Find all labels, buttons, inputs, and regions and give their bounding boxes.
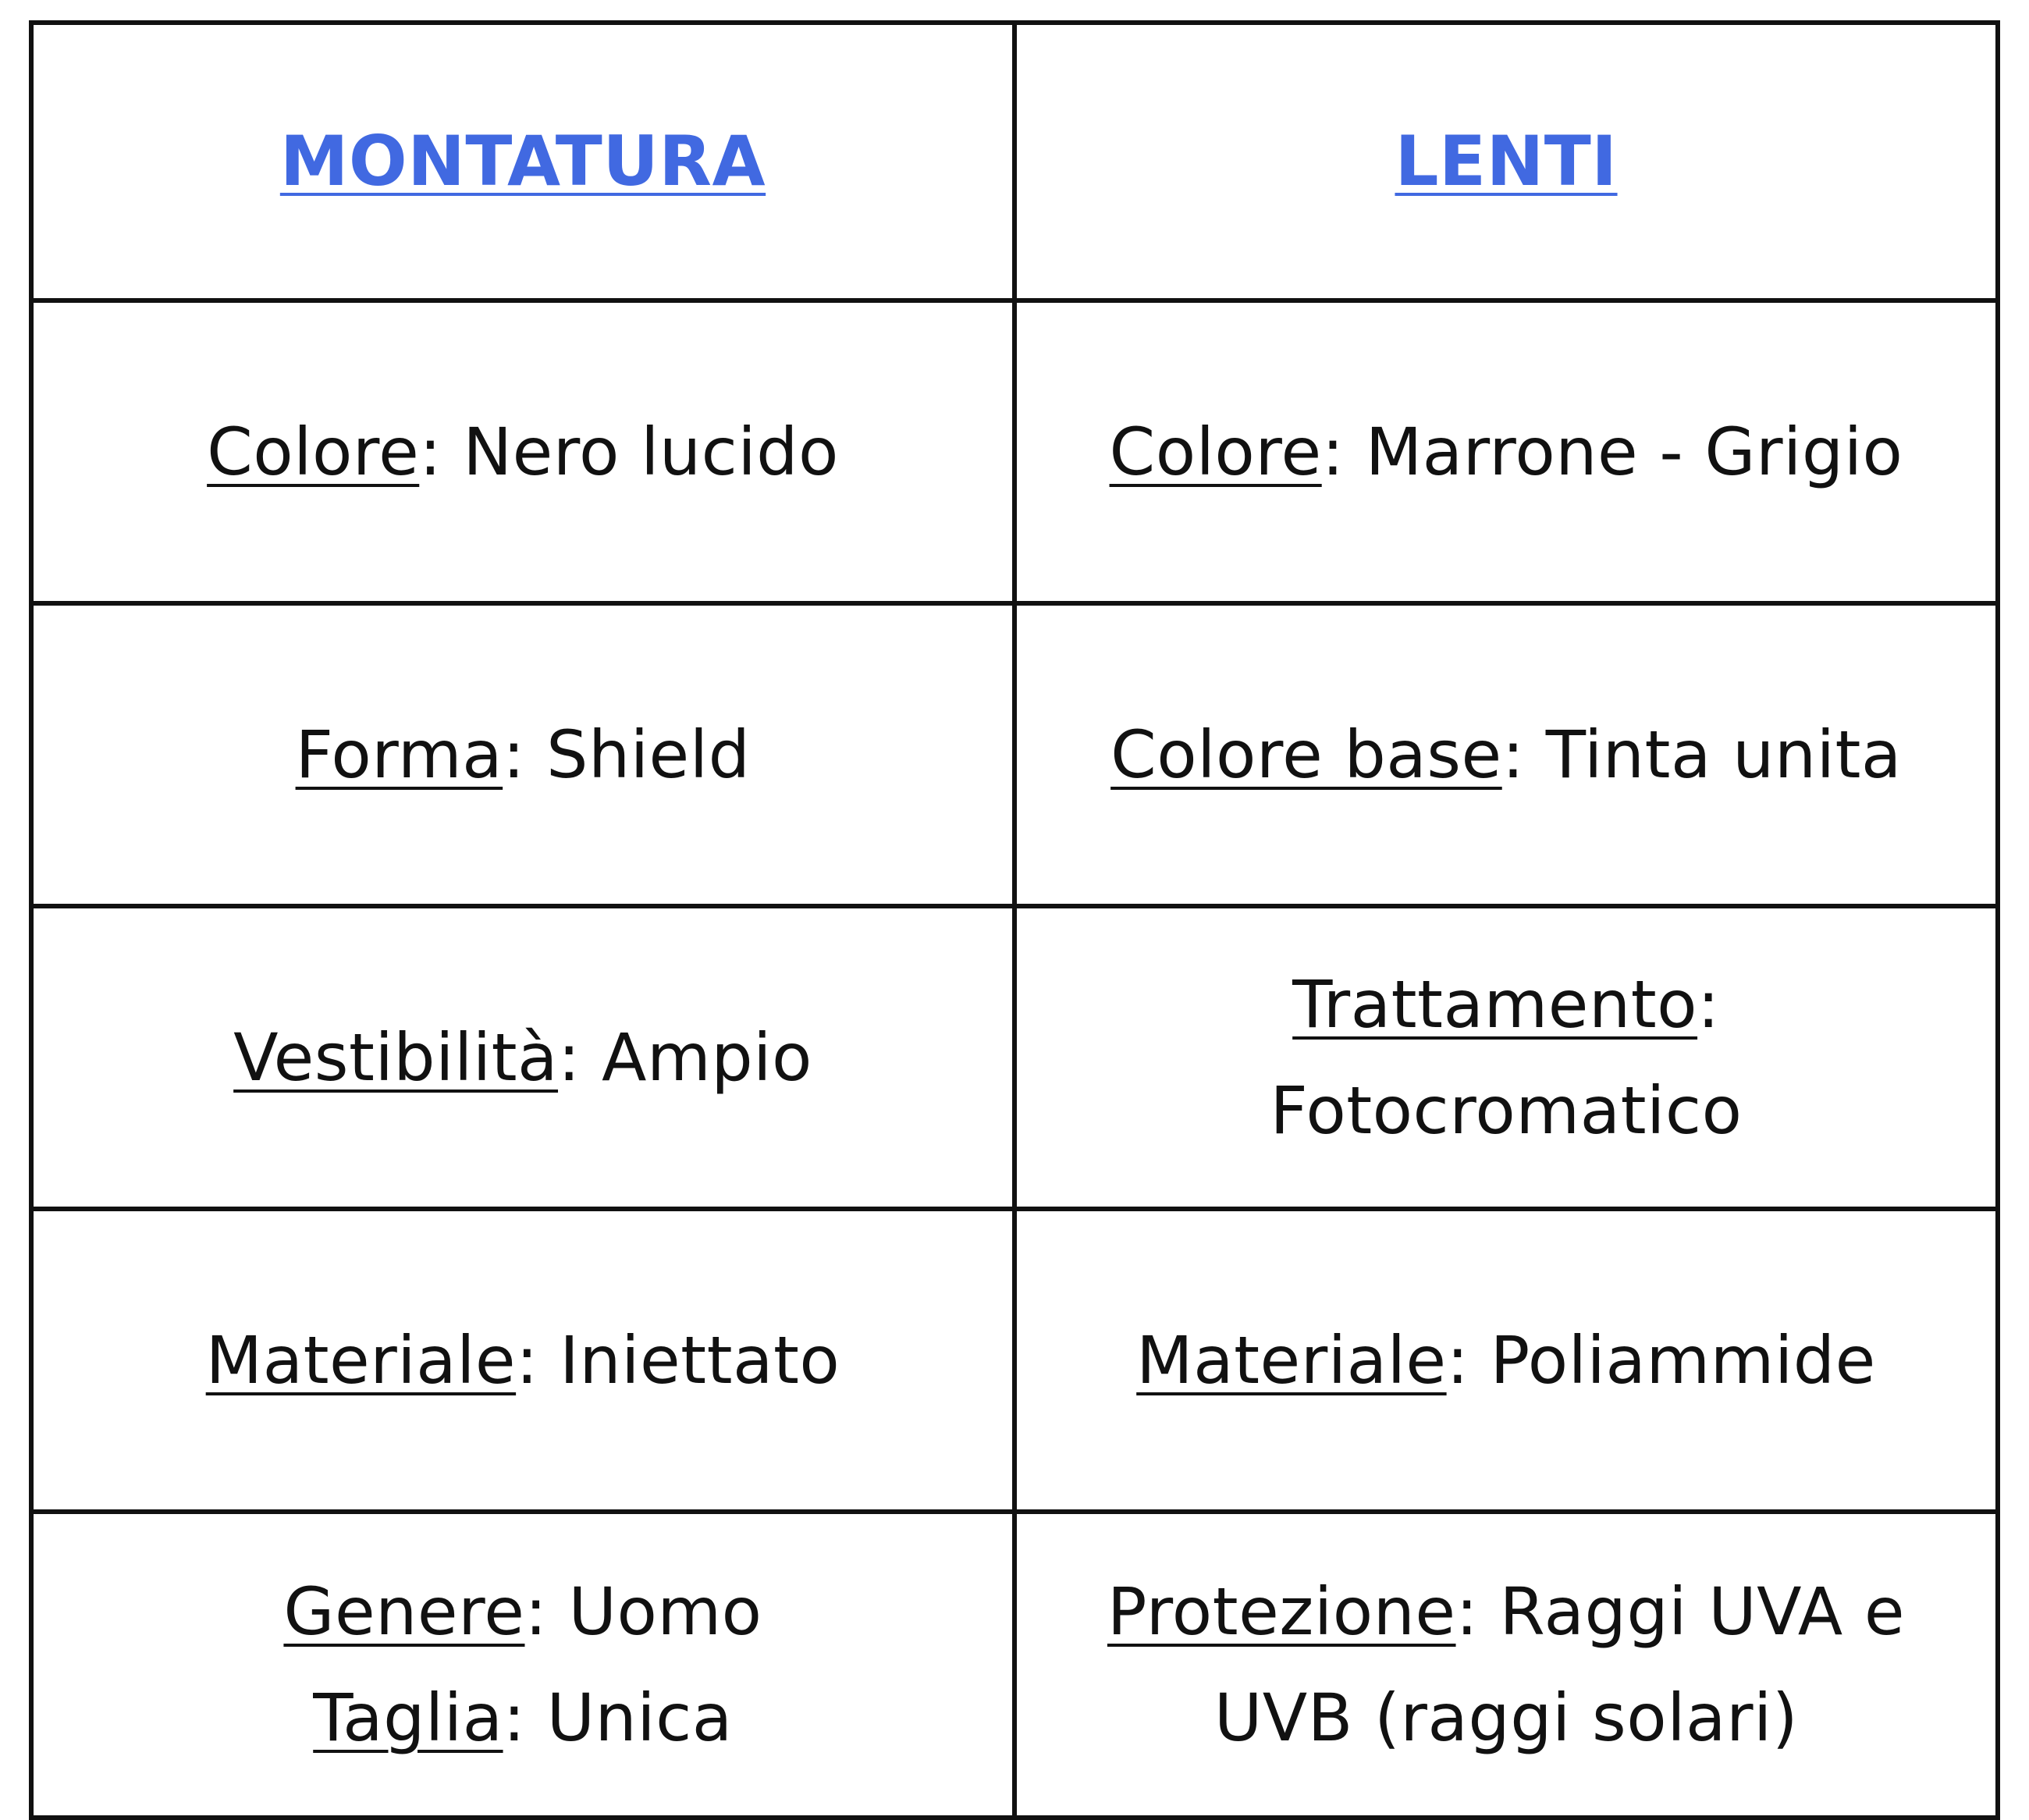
spec-value: : Iniettato bbox=[516, 1321, 840, 1399]
spec-label: Trattamento bbox=[1292, 965, 1698, 1043]
spec-line bbox=[1032, 951, 1980, 1058]
spec-label: Materiale bbox=[1136, 1321, 1447, 1399]
spec-value: : bbox=[1697, 965, 1720, 1043]
table-header-row bbox=[31, 23, 1998, 300]
spec-value: : Poliammide bbox=[1446, 1321, 1876, 1399]
lenti-cell bbox=[1014, 300, 1998, 603]
spec-label: Vestibilità bbox=[233, 1018, 559, 1096]
spec-label: Colore bbox=[207, 413, 420, 490]
spec-label: Colore bbox=[1109, 413, 1322, 490]
montatura-cell bbox=[31, 603, 1014, 906]
header-cell-lenti bbox=[1014, 23, 1998, 300]
table-row bbox=[31, 1209, 1998, 1512]
spec-line bbox=[49, 1559, 997, 1665]
specs-table bbox=[29, 20, 2000, 1820]
table-row bbox=[31, 603, 1998, 906]
spec-value: : Uomo bbox=[524, 1573, 762, 1650]
spec-value-continued: Fotocromatico bbox=[1270, 1072, 1743, 1149]
spec-value: : Raggi UVA e bbox=[1455, 1573, 1906, 1650]
lenti-cell bbox=[1014, 1209, 1998, 1512]
spec-value: : Marrone - Grigio bbox=[1321, 413, 1903, 490]
header-cell-montatura bbox=[31, 23, 1014, 300]
spec-label: Protezione bbox=[1107, 1573, 1456, 1650]
spec-line bbox=[1032, 1559, 1980, 1665]
table-row bbox=[31, 300, 1998, 603]
spec-label: Taglia bbox=[313, 1680, 503, 1756]
montatura-cell bbox=[31, 1209, 1014, 1512]
montatura-cell bbox=[31, 300, 1014, 603]
spec-value: : Tinta unita bbox=[1501, 716, 1902, 793]
spec-line bbox=[49, 1665, 997, 1771]
montatura-cell bbox=[31, 1512, 1014, 1818]
spec-label: Forma bbox=[295, 716, 503, 793]
spec-value: : Shield bbox=[503, 716, 751, 793]
lenti-cell bbox=[1014, 906, 1998, 1209]
column-header-lenti: LENTI bbox=[1395, 120, 1618, 201]
spec-label: Colore base bbox=[1110, 716, 1502, 793]
spec-value: : Unica bbox=[503, 1680, 733, 1756]
column-header-montatura: MONTATURA bbox=[279, 120, 766, 201]
spec-label: Materiale bbox=[205, 1321, 517, 1399]
spec-value: : Ampio bbox=[558, 1018, 812, 1096]
montatura-cell bbox=[31, 906, 1014, 1209]
lenti-cell bbox=[1014, 1512, 1998, 1818]
lenti-cell bbox=[1014, 603, 1998, 906]
spec-value: : Nero lucido bbox=[419, 413, 839, 490]
spec-label: Genere bbox=[283, 1573, 525, 1650]
spec-value-continued: UVB (raggi solari) bbox=[1213, 1680, 1799, 1756]
table-row bbox=[31, 1512, 1998, 1818]
table-row bbox=[31, 906, 1998, 1209]
